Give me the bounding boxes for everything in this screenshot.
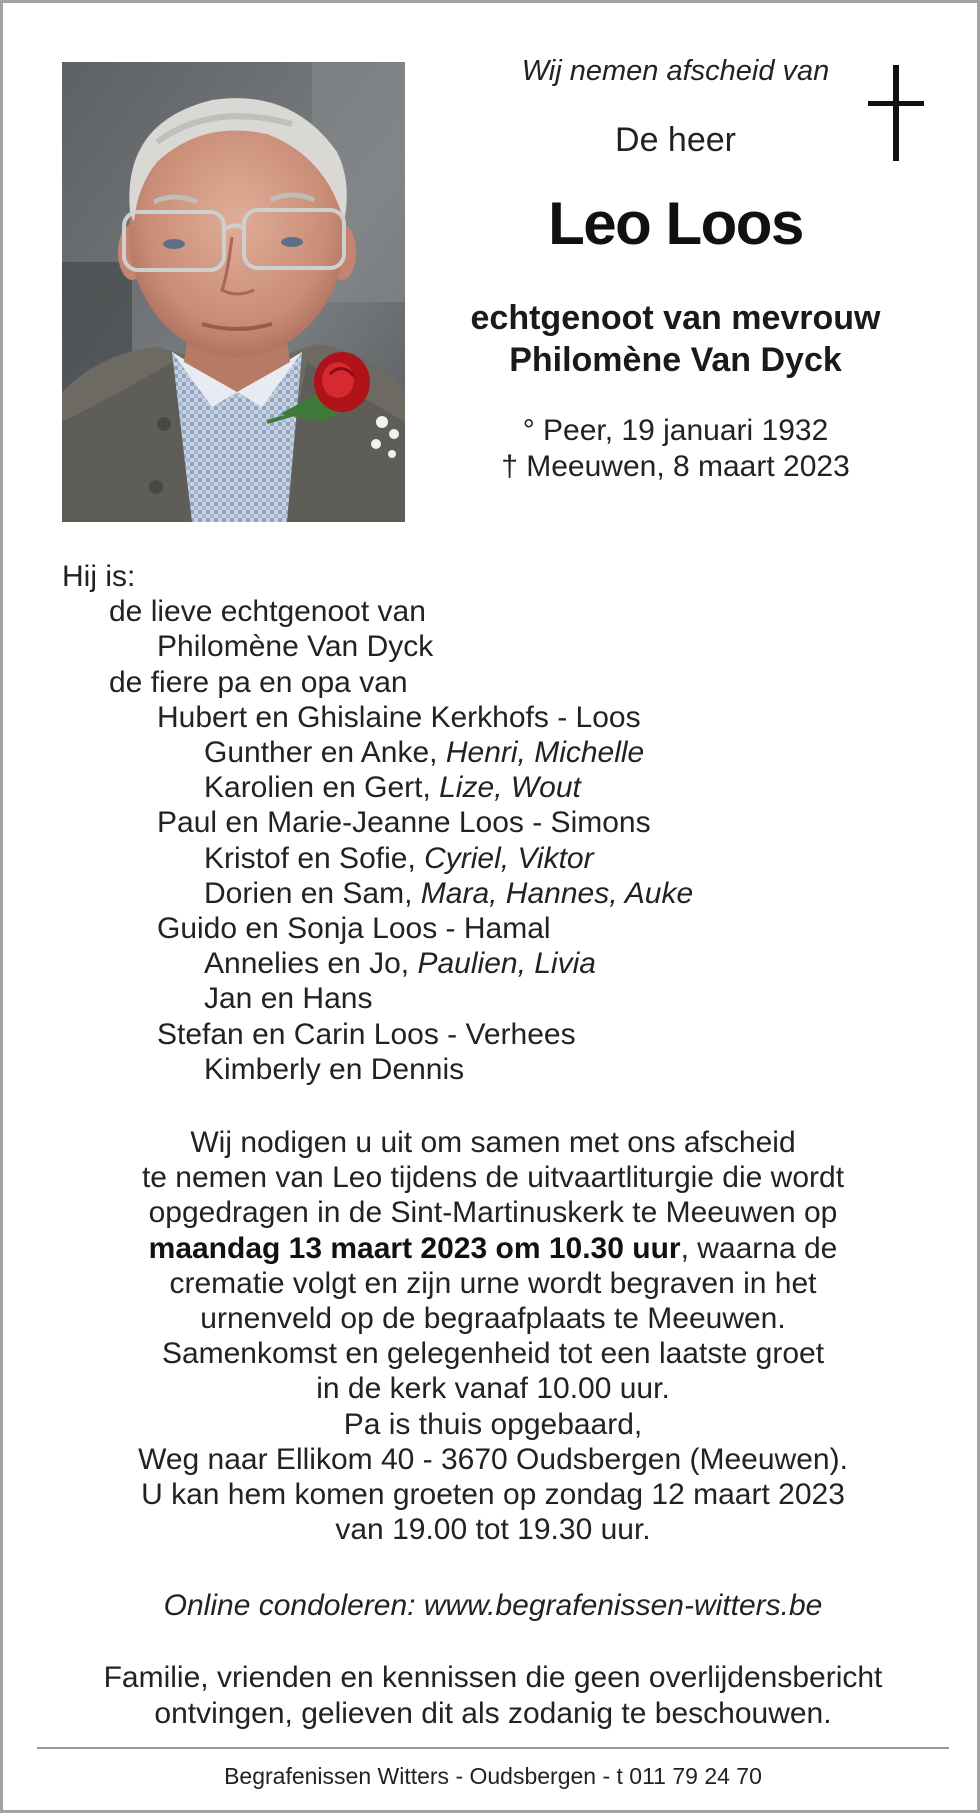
list-item: Guido en Sonja Loos - Hamal	[157, 912, 551, 946]
invitation-line: van 19.00 tot 19.30 uur.	[335, 1513, 651, 1547]
honorific: De heer	[615, 121, 736, 159]
invitation-line: in de kerk vanaf 10.00 uur.	[316, 1372, 670, 1406]
list-item: Kimberly en Dennis	[204, 1052, 465, 1086]
list-item-grandchildren: Lize, Wout	[439, 771, 581, 805]
life-dates	[423, 413, 928, 485]
divider	[37, 1747, 949, 1749]
invitation-line: opgedragen in de Sint-Martinuskerk te Meeuwen op	[148, 1196, 838, 1230]
online-condolence-link[interactable]: Online condoleren: www.begrafenissen-witters.be	[163, 1589, 823, 1622]
list-item-grandchildren: Henri, Michelle	[445, 736, 645, 770]
invitation-line: Pa is thuis opgebaard,	[343, 1407, 643, 1441]
notice-paragraph	[43, 1660, 943, 1731]
funeral-home-footer: Begrafenissen Witters - Oudsbergen - t 011 79 24 70	[224, 1763, 762, 1789]
list-item-grandchildren: Cyriel, Viktor	[424, 841, 594, 875]
list-item	[62, 876, 922, 911]
list-item: Paul en Marie-Jeanne Loos - Simons	[157, 806, 651, 840]
list-item	[62, 770, 922, 805]
notice-line: ontvingen, gelieven dit als zodanig te beschouwen.	[154, 1696, 832, 1730]
list-item-names: Karolien en Gert,	[204, 771, 440, 805]
notice-line: Familie, vrienden en kennissen die geen overlijdensbericht	[103, 1661, 883, 1694]
invitation-line: U kan hem komen groeten op zondag 12 maart 2023	[141, 1478, 845, 1512]
list-item: Jan en Hans	[204, 982, 373, 1016]
list-item	[62, 946, 922, 981]
list-item: Stefan en Carin Loos - Verhees	[157, 1017, 576, 1051]
list-item: Hubert en Ghislaine Kerkhofs - Loos	[157, 700, 641, 734]
list-item: Philomène Van Dyck	[157, 630, 434, 664]
spouse-line-1: echtgenoot van mevrouw	[470, 299, 881, 337]
list-item-names: Kristof en Sofie,	[204, 841, 425, 875]
deceased-name: Leo Loos	[548, 190, 803, 257]
list-item-names: Annelies en Jo,	[204, 947, 418, 981]
list-item-names: Dorien en Sam,	[204, 876, 421, 910]
family-list	[62, 559, 922, 1087]
invitation-line: Weg naar Ellikom 40 - 3670 Oudsbergen (Meeuwen).	[138, 1442, 848, 1476]
invitation-line-rest: , waarna de	[680, 1231, 838, 1265]
list-item	[62, 735, 922, 770]
invitation-line	[43, 1231, 943, 1266]
list-item-grandchildren: Paulien, Livia	[417, 947, 596, 981]
intro-text: Wij nemen afscheid van	[521, 55, 830, 87]
invitation-line: te nemen van Leo tijdens de uitvaartliturgie die wordt	[141, 1161, 845, 1195]
invitation-line: Wij nodigen u uit om samen met ons afscheid	[190, 1126, 796, 1159]
list-item-grandchildren: Mara, Hannes, Auke	[420, 876, 694, 910]
invitation-line: Samenkomst en gelegenheid tot een laatste groet	[161, 1337, 825, 1371]
death-date: † Meeuwen, 8 maart 2023	[501, 450, 850, 483]
list-item: de fiere pa en opa van	[109, 665, 408, 699]
invitation-line: urnenveld op de begraafplaats te Meeuwen.	[200, 1302, 786, 1336]
portrait-image	[62, 62, 405, 522]
list-item: de lieve echtgenoot van	[109, 595, 426, 629]
invitation-line: crematie volgt en zijn urne wordt begraven in het	[169, 1266, 817, 1300]
spouse-line-2: Philomène Van Dyck	[509, 341, 842, 379]
ceremony-datetime: maandag 13 maart 2023 om 10.30 uur	[148, 1231, 681, 1265]
list-item-names: Gunther en Anke,	[204, 736, 446, 770]
spouse-info	[423, 297, 928, 381]
invitation-paragraph	[43, 1125, 943, 1547]
portrait-photo	[62, 62, 405, 522]
birth-date: ° Peer, 19 januari 1932	[522, 414, 829, 447]
family-heading: Hij is:	[62, 560, 136, 593]
list-item	[62, 841, 922, 876]
